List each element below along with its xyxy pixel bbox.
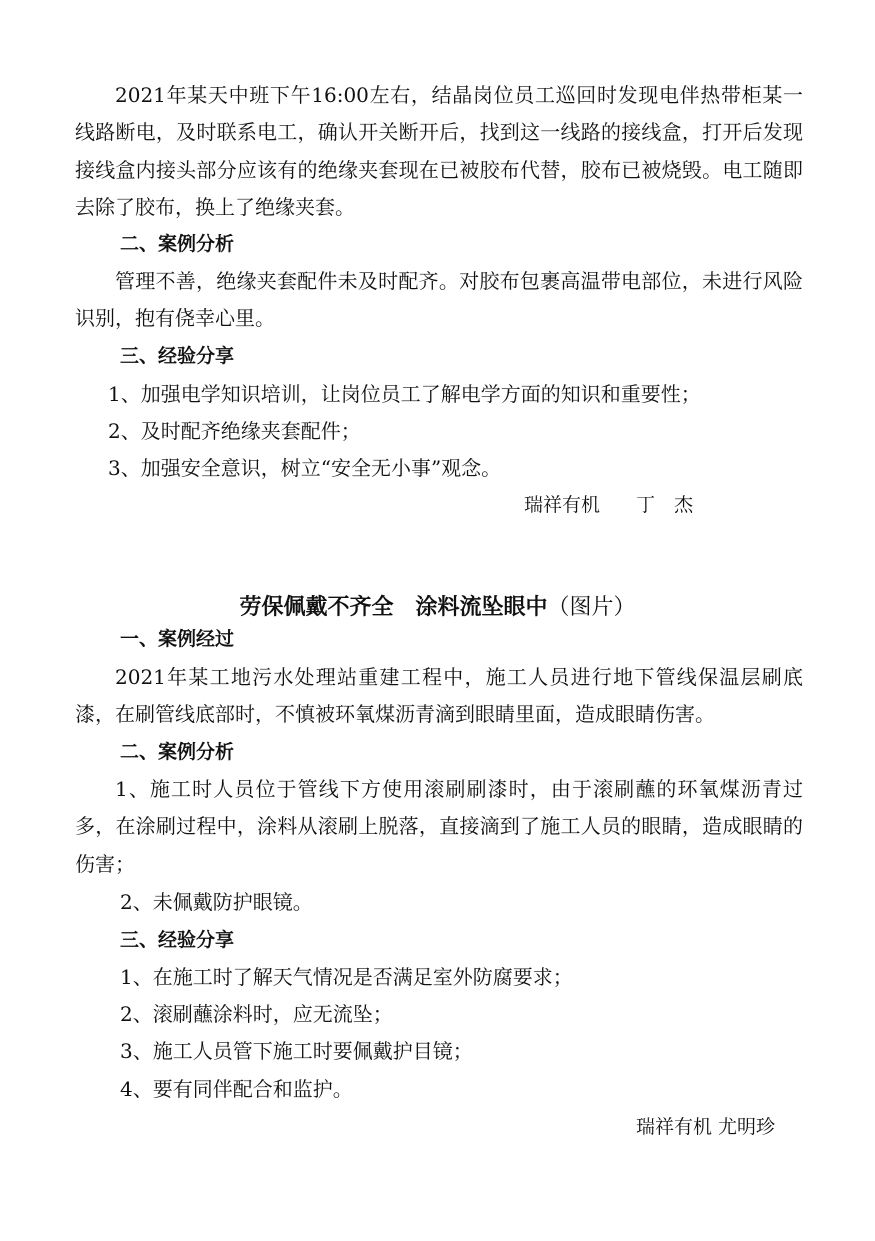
case2-analysis-2: 2、未佩戴防护眼镜。	[120, 890, 313, 914]
case2-analysis-heading: 二、案例分析	[120, 741, 235, 763]
case1-lesson-2: 2、及时配齐绝缘夹套配件；	[108, 419, 361, 443]
case2-process-heading: 一、案例经过	[120, 628, 235, 650]
case1-signature	[524, 487, 693, 524]
case1-lesson-1: 1、加强电学知识培训，让岗位员工了解电学方面的知识和重要性；	[108, 382, 701, 406]
case1-signature-org: 瑞祥有机	[524, 494, 601, 516]
case1-analysis: 管理不善，绝缘夹套配件未及时配齐。对胶布包裹高温带电部位，未进行风险识别，抱有侥幸心里。	[75, 269, 803, 331]
case1-narrative: 2021年某天中班下午16:00左右，结晶岗位员工巡回时发现电伴热带柜某一线路断电，及时联系电工，确认开关断开后，找到这一线路的接线盒，打开后发现接线盒内接头部分应该有的绝缘夹套现在已被胶布代替，胶布已被烧毁。电工随即去除了胶布，换上了绝缘夹套。	[75, 83, 803, 219]
case2-lesson-4: 4、要有同伴配合和监护。	[120, 1077, 353, 1101]
case1-signature-name: 丁 杰	[636, 494, 694, 516]
case2-lessons-heading: 三、经验分享	[120, 929, 235, 951]
case1-lesson-3: 3、加强安全意识，树立“安全无小事”观念。	[108, 456, 502, 480]
case1-lessons-heading: 三、经验分享	[120, 345, 235, 367]
case2-title-main: 劳保佩戴不齐全 涂料流坠眼中	[239, 595, 548, 620]
case2-lesson-1: 1、在施工时了解天气情况是否满足室外防腐要求；	[120, 965, 573, 989]
case2-title-suffix: （图片）	[547, 595, 636, 620]
case2-narrative: 2021年某工地污水处理站重建工程中，施工人员进行地下管线保温层刷底漆，在刷管线底部时，不慎被环氧煤沥青滴到眼睛里面，造成眼睛伤害。	[75, 665, 803, 727]
case2-signature: 瑞祥有机 尤明珍	[636, 1116, 776, 1138]
case2-lesson-2: 2、滚刷蘸涂料时，应无流坠；	[120, 1002, 393, 1026]
case1-analysis-heading: 二、案例分析	[120, 233, 235, 255]
case2-analysis-1: 1、施工时人员位于管线下方使用滚刷刷漆时，由于滚刷蘸的环氧煤沥青过多，在涂刷过程中，涂料从滚刷上脱落，直接滴到了施工人员的眼睛，造成眼睛的伤害；	[75, 777, 803, 876]
case2-lesson-3: 3、施工人员管下施工时要佩戴护目镜；	[120, 1039, 473, 1063]
